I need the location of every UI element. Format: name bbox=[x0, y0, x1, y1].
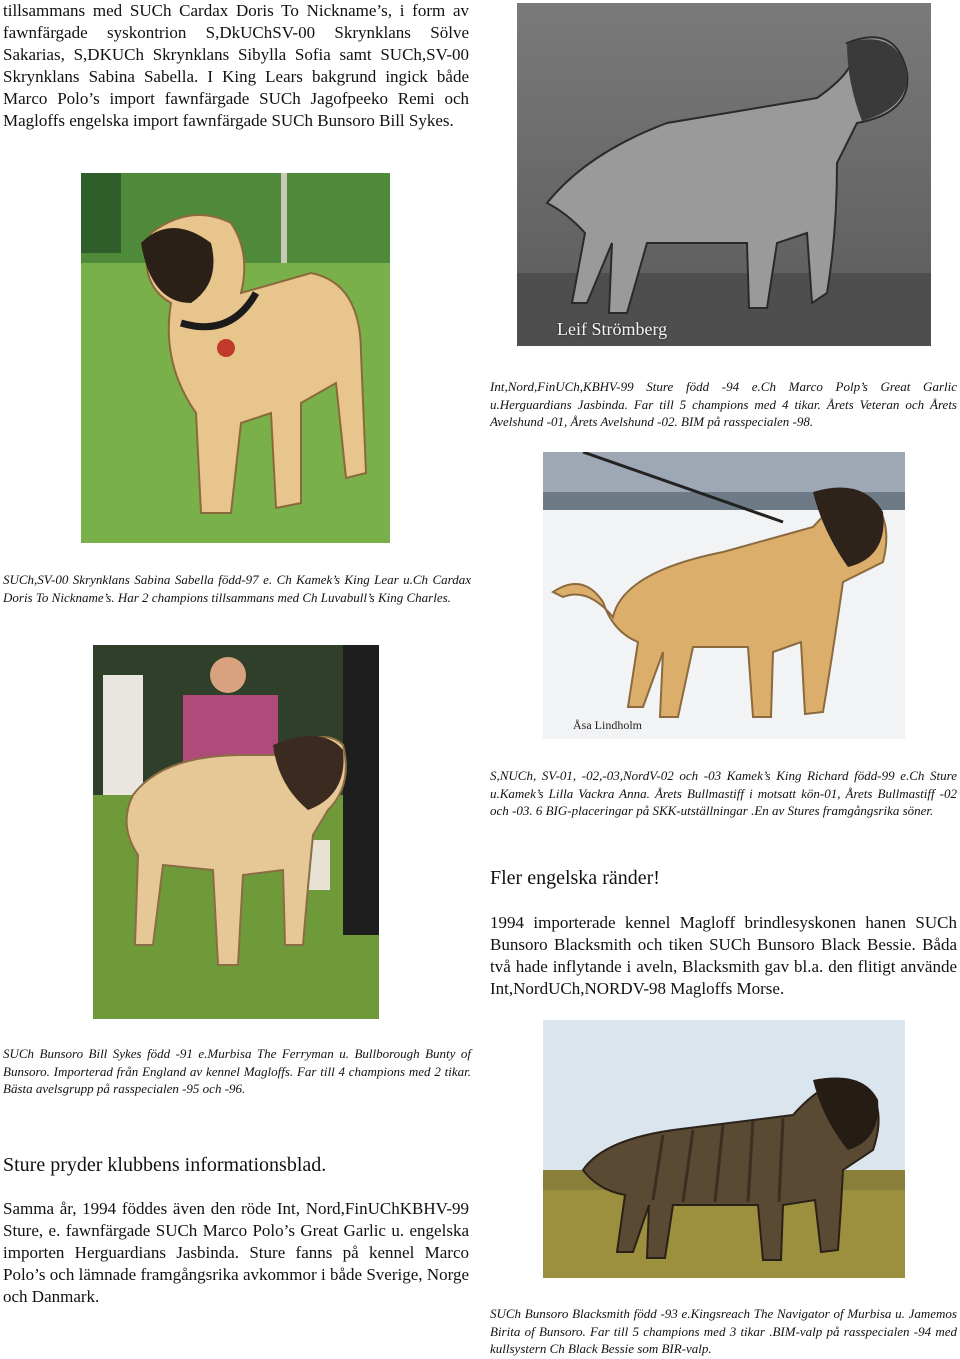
photo-richard bbox=[543, 452, 905, 739]
photo-credit-sture: Leif Strömberg bbox=[557, 319, 668, 339]
section-paragraph-left: Samma år, 1994 föddes även den röde Int, Nord,FinUChKBHV-99 Sture, e. fawnfärgade SUCh Marco Polo’s Great Garlic u. engelska importen Herguardians Jasbinda. Sture fanns på kennel Marco Polo’s och lämnade framgångsrika avkommor i både Sverige, Norge och Danmark. bbox=[3, 1199, 469, 1306]
photo-blacksmith bbox=[543, 1020, 905, 1278]
photo-sabina-image bbox=[81, 173, 390, 543]
caption-bill-sykes: SUCh Bunsoro Bill Sykes född -91 e.Murbisa The Ferryman u. Bullborough Bunty of Bunsoro. Importerad från England av kennel Magloffs. Far till 4 champions med 2 tikar. Bästa avelsgrupp på rasspecialen -95 och -96. bbox=[3, 1046, 471, 1096]
photo-bill-sykes bbox=[93, 645, 379, 1019]
section-paragraph-right: 1994 importerade kennel Magloff brindlesyskonen hanen SUCh Bunsoro Blacksmith och tiken SUCh Bunsoro Black Bessie. Båda två hade inflytande i aveln, Blacksmith gav bl.a. den flitigt använde Int,NordUCh,NORDV-98 Magloffs Morse. bbox=[490, 913, 957, 998]
photo-blacksmith-image bbox=[543, 1020, 905, 1278]
photo-sabina bbox=[81, 173, 390, 543]
caption-sabina: SUCh,SV-00 Skrynklans Sabina Sabella född-97 e. Ch Kamek’s King Lear u.Ch Cardax Doris To Nickname’s. Har 2 champions tillsammans med Ch Luvabull’s King Charles. bbox=[3, 572, 471, 605]
section-heading-left: Sture pryder klubbens informationsblad. bbox=[3, 1154, 327, 1176]
photo-credit-richard: Åsa Lindholm bbox=[573, 718, 642, 732]
photo-sture bbox=[517, 3, 931, 346]
photo-richard-image bbox=[543, 452, 905, 739]
caption-sture: Int,Nord,FinUCh,KBHV-99 Sture född -94 e.Ch Marco Polp’s Great Garlic u.Herguardians Jasbinda. Far till 5 champions med 4 tikar. Årets Veteran och Årets Avelshund -01, Årets Avelshund -02. BIM på rasspecialen -98. bbox=[490, 379, 957, 429]
photo-sture-image bbox=[517, 3, 931, 346]
photo-bill-sykes-image bbox=[93, 645, 379, 1019]
intro-paragraph: tillsammans med SUCh Cardax Doris To Nickname’s, i form av fawnfärgade syskontrion S,DkUChSV-00 Skrynklans Sölve Sakarias, S,DKUCh Skrynklans Sibylla Sofia samt SUCh,SV-00 Skrynklans Sabina Sabella. I King Lears bakgrund ingick både Marco Polo’s import fawnfärgade SUCh Jagofpeeko Remi och Magloffs engelska import fawnfärgade SUCh Bunsoro Bill Sykes. bbox=[3, 1, 469, 130]
caption-blacksmith: SUCh Bunsoro Blacksmith född -93 e.Kingsreach The Navigator of Murbisa u. Jamemos Birita of Bunsoro. Far till 5 champions med 3 tikar .BIM-valp på rasspecialen -94 med kullsystern Ch Black Bessie som BIR-valp. bbox=[490, 1306, 957, 1356]
caption-richard: S,NUCh, SV-01, -02,-03,NordV-02 och -03 Kamek’s King Richard född-99 e.Ch Sture u.Kamek’s Lilla Vackra Anna. Årets Bullmastiff i motsatt kön-01, Årets Bullmastiff -02 och -03. 6 BIG-placeringar på SKK-utställningar .En av Stures framgångsrika söner. bbox=[490, 768, 957, 818]
section-heading-right: Fler engelska ränder! bbox=[490, 867, 660, 889]
